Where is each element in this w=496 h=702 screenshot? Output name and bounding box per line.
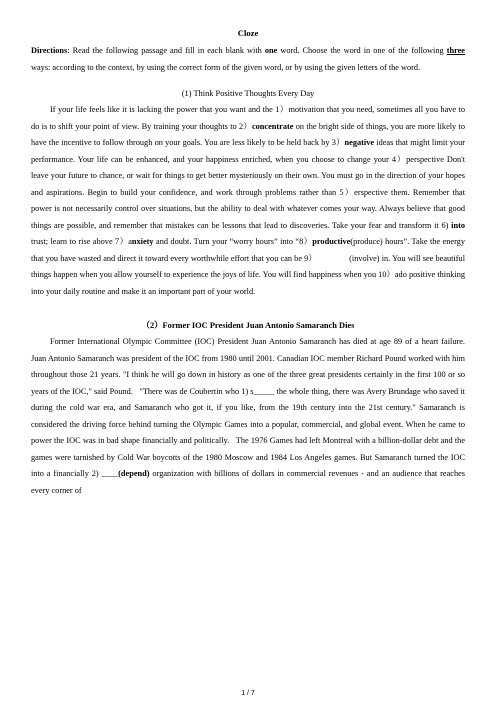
section1-title: (1) Think Positive Thoughts Every Day	[181, 89, 315, 98]
blank-2-hint: (depend)	[118, 469, 150, 478]
section1-body: If your life feels like it is lacking the power that you want and the 1）motivation that you need, sometimes all you have to do is to shift your point of view. By training your thoughts to 2）concentrate on the bright side of things, you are more likely to have the incentive to follow through on your goals. You are less likely to be held back by 3）negative ideas that might limit your performance. Your life can be enhanced, and your happiness enriched, when you choose to change your 4）perspective Don't leave your future to chance, or wait for things to get better mysteriously on their own. You must go in the direction of your hopes and aspirations. Begin to build your confidence, and work through problems rather than 5）erspective them. Remember that power is not necessarily control over situations, but the ability to deal with whatever comes your way. Always believe that good things are possible, and remember that mistakes can be lessons that lead to discoveries. Take your fear and transform it 6) into trust; learn to rise above 7）anxiety and doubt. Turn your “worry hours” into “8）productive(produce) hours”. Take the energy that you have wasted and direct it toward every worthwhile effort that you can be 9） (involve) in. You will see beautiful things happen when you allow yourself to experience the joys of life. You will find happiness when you 10）ado positive thinking into your daily routine and make it an important part of your world.	[31, 105, 465, 296]
directions-paragraph: Directions: Read the following passage and fill in each blank with one word. Choose the word in one of the following three ways: according to the context, by using the correct form of the given word, or by using the given letters of the word.	[31, 46, 465, 72]
page-number: 1 / 7	[241, 690, 255, 697]
section2-title: （2）Former IOC President Juan Antonio Samaranch Dies	[141, 321, 355, 330]
answer-1: motivation	[288, 105, 325, 114]
answer-8: productive	[312, 237, 351, 246]
directions-label: Directions	[31, 46, 68, 55]
answer-7: nxiety	[131, 237, 154, 246]
answer-6: into	[451, 220, 465, 230]
answer-2: concentrate	[251, 121, 294, 131]
page-title: Cloze	[237, 28, 259, 38]
answer-3: negative	[344, 138, 375, 147]
section2-body: Former International Olympic Committee (IOC) President Juan Antonio Samaranch has died at age 89 of a heart failure. Juan Antonio Samaranch was president of the IOC from 1980 until 2001. Canadian IOC member Richard Pound worked with him throughout those 21 years. "I think he will go down in history as one of the three great presidents certainly in the first 100 or so years of the IOC," said Pound. "There was de Coubertin who 1) s_____ the whole thing, there was Avery Brundage who saved it during the cold war era, and Samaranch who got it, if you like, from the 19th century into the 21st century." Samaranch is considered the driving force behind turning the Olympic Games into a popular, commercial, and global event. When he came to power the IOC was in bad shape financially and politically. The 1976 Games had left Montreal with a billion-dollar debt and the games were tarnished by Cold War boycotts of the 1980 Moscow and 1984 Los Angeles games. But Samaranch turned the IOC into a financially 2) ____(depend) organization with billions of dollars in commercial revenues - and an audience that reaches every corner of	[31, 337, 465, 495]
